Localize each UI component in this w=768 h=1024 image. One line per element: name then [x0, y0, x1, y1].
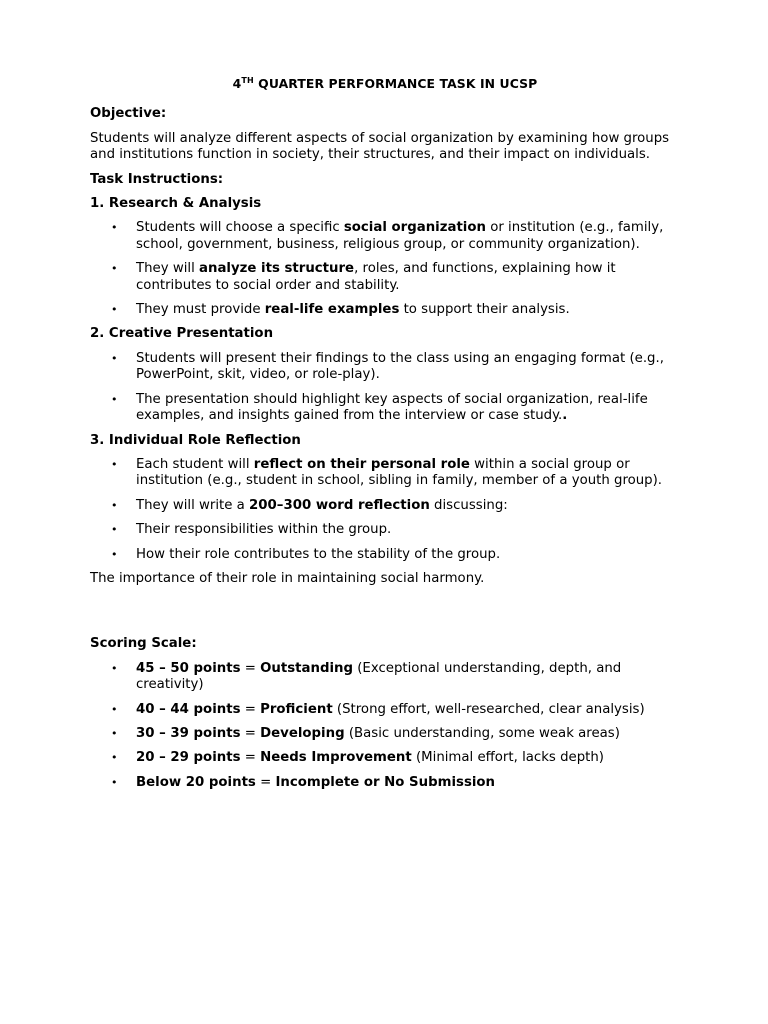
- bullet-icon: •: [111, 523, 118, 537]
- section-heading: 2. Creative Presentation: [90, 326, 274, 342]
- text-run: Students will present their findings to the class using an engaging format (e.g., PowerPoint, skit, video, or role-play).: [136, 350, 664, 383]
- bold-text: 200–300 word reflection: [249, 497, 430, 513]
- list-item: [90, 220, 680, 253]
- list-item: [90, 522, 680, 538]
- text-run: within a social group or institution (e.g., student in school, sibling in family, member of a youth group).: [136, 456, 663, 489]
- list-item: [90, 302, 680, 318]
- section-list: [90, 220, 680, 318]
- spacer: [90, 595, 680, 636]
- bold-text: social organization: [343, 220, 486, 236]
- bold-text: real-life examples: [264, 302, 400, 318]
- objective-heading: Objective:: [90, 106, 167, 122]
- bold-text: Incomplete or No Submission: [275, 774, 496, 790]
- title-number: 4: [232, 76, 242, 91]
- bullet-icon: •: [111, 262, 118, 276]
- bullet-icon: •: [111, 726, 118, 740]
- text-run: They must provide: [136, 302, 265, 318]
- text-run: , roles, and functions, explaining how it contributes to social order and stability.: [136, 261, 616, 293]
- text-run: Students will choose a specific: [136, 220, 344, 236]
- document-title: [90, 76, 680, 92]
- bold-text: reflect on their personal role: [253, 456, 470, 472]
- section-heading: 3. Individual Role Reflection: [90, 432, 301, 448]
- task-instructions-heading: Task Instructions:: [90, 171, 224, 187]
- bold-text: analyze its structure: [199, 261, 355, 277]
- bullet-icon: •: [111, 661, 118, 675]
- list-item: [90, 498, 680, 514]
- text-run: to support their analysis.: [399, 302, 570, 318]
- text-run: Their responsibilities within the group.: [136, 522, 392, 538]
- text-run: =: [240, 725, 261, 741]
- closing-text: The importance of their role in maintaining social harmony.: [90, 570, 485, 586]
- bold-text: Below 20 points: [136, 774, 256, 790]
- list-item: [90, 261, 680, 294]
- title-superscript: TH: [241, 76, 254, 85]
- list-item: [90, 661, 680, 694]
- list-item: [90, 750, 680, 766]
- scoring-list: [90, 661, 680, 791]
- section-list: [90, 457, 680, 563]
- title-text: QUARTER PERFORMANCE TASK IN UCSP: [253, 76, 538, 91]
- text-run: discussing:: [429, 497, 508, 513]
- bullet-icon: •: [111, 547, 118, 561]
- text-run: (Basic understanding, some weak areas): [344, 725, 620, 741]
- bullet-icon: •: [111, 702, 118, 716]
- text-run: (Exceptional understanding, depth, and creativity): [136, 660, 622, 693]
- bold-text: Outstanding: [260, 660, 354, 676]
- bullet-icon: •: [111, 457, 118, 471]
- text-run: They will write a: [136, 497, 250, 513]
- text-run: =: [240, 750, 261, 766]
- bullet-icon: •: [111, 498, 118, 512]
- bullet-icon: •: [111, 303, 118, 317]
- list-item: [90, 775, 680, 791]
- text-run: =: [255, 774, 276, 790]
- text-run: =: [240, 701, 261, 717]
- bullet-icon: •: [111, 392, 118, 406]
- section-list: [90, 351, 680, 425]
- list-item: [90, 457, 680, 490]
- text-run: or institution (e.g., family, school, government, business, religious group, or community organization).: [136, 220, 664, 252]
- list-item: [90, 351, 680, 384]
- list-item: [90, 392, 680, 425]
- task-sections: [90, 196, 680, 563]
- list-item: [90, 726, 680, 742]
- bold-text: 45 – 50 points: [136, 660, 241, 676]
- document-content: [90, 76, 680, 799]
- text-run: (Strong effort, well-researched, clear analysis): [332, 701, 645, 717]
- text-run: =: [240, 660, 261, 676]
- text-run: Each student will: [136, 456, 254, 472]
- bullet-icon: •: [111, 751, 118, 765]
- text-run: How their role contributes to the stability of the group.: [136, 546, 501, 562]
- list-item: [90, 702, 680, 718]
- text-run: (Minimal effort, lacks depth): [411, 750, 604, 766]
- bold-text: 30 – 39 points: [136, 725, 241, 741]
- bold-text: .: [562, 408, 568, 424]
- objective-text: Students will analyze different aspects of social organization by examining how groups and institutions function in society, their structures, and their impact on individuals.: [90, 130, 670, 163]
- bold-text: 20 – 29 points: [136, 750, 241, 766]
- bullet-icon: •: [111, 351, 118, 365]
- section-heading: 1. Research & Analysis: [90, 196, 262, 212]
- scoring-heading: Scoring Scale:: [90, 636, 197, 652]
- text-run: The presentation should highlight key aspects of social organization, real-life examples, and insights gained from the interview or case study.: [136, 391, 648, 424]
- bullet-icon: •: [111, 221, 118, 235]
- bold-text: Needs Improvement: [260, 750, 412, 766]
- bold-text: Proficient: [260, 701, 333, 717]
- bold-text: 40 – 44 points: [136, 701, 241, 717]
- list-item: [90, 547, 680, 563]
- bullet-icon: •: [111, 775, 118, 789]
- bold-text: Developing: [260, 725, 345, 741]
- text-run: They will: [136, 261, 200, 277]
